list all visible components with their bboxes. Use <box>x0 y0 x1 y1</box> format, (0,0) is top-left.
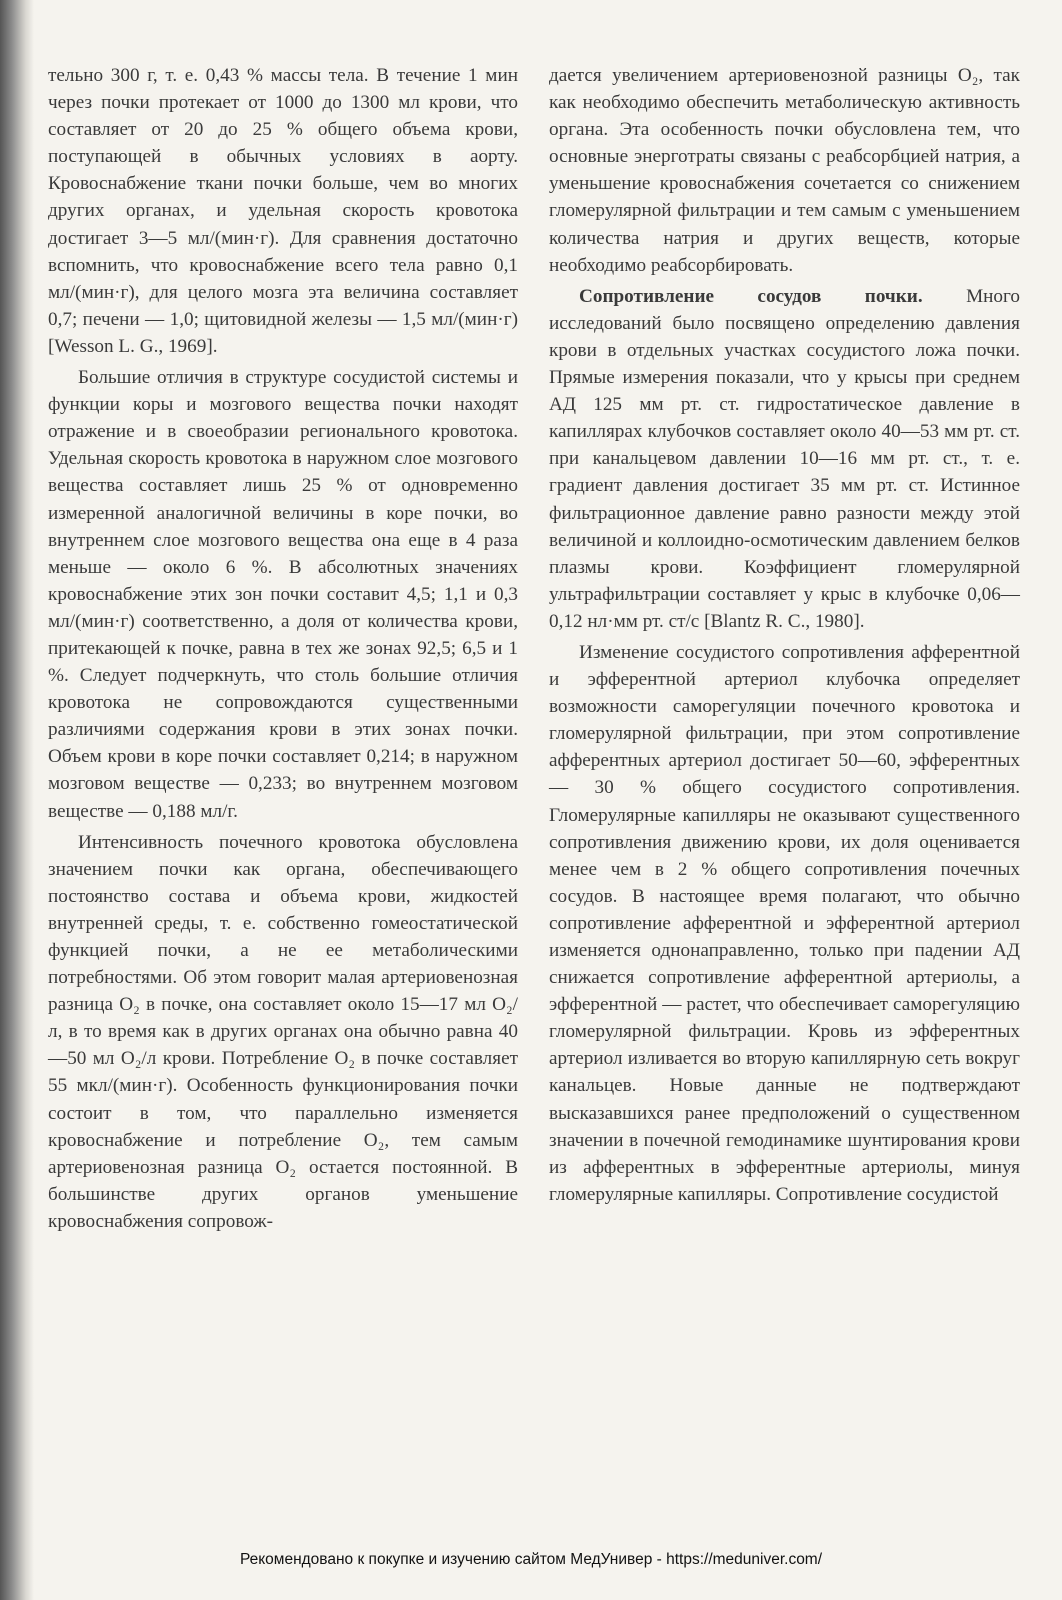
footer-recommendation: Рекомендовано к покупке и изучению сайтом МедУнивер - https://meduniver.com/ <box>239 1551 823 1568</box>
section-paragraph <box>549 283 1020 635</box>
paragraph: Изменение сосудистого сопротивления афферентной и эфферентной артериол клубочка определяет возможности саморегуляции почечного кровотока и гломерулярной фильтрации, при этом сопротивление афферентных артериол достигает 50—60, эфферентных — 30 % общего сосудистого сопротивления. Гломерулярные капилляры не оказывают существенного сопротивления движению крови, их доля оценивается менее чем в 2 % общего сопротивления почечных сосудов. В настоящее время полагают, что обычно сопротивление афферентной и эфферентной артериол изменяется однонаправленно, только при падении АД снижается сопротивление афферентной артериолы, а эфферентной — растет, что обеспечивает саморегуляцию гломерулярной фильтрации. Кровь из эфферентных артериол изливается во вторую капиллярную сеть вокруг канальцев. Новые данные не подтверждают высказавшихся ранее предположений о существенном значении в почечной гемодинамике шунтирования крови из афферентных в эфферентные артериолы, минуя гломерулярные капилляры. Сопротивление сосудистой <box>549 641 1020 1205</box>
paragraph: Интенсивность почечного кровотока обусловлена значением почки как органа, обеспечивающего постоянство состава и объема крови, жидкостей внутренней среды, т. е. собственно гомеостатической функцией почки, а не ее метаболическими потребностями. Об этом говорит малая артериовенозная разница O₂ в почке, она составляет около 15—17 мл O₂/л, в то время как в других органах она обычно равна 40—50 мл O₂/л крови. Потребление O₂ в почке составляет 55 мкл/(мин·г). Особенность функционирования почки состоит в том, что параллельно изменяется кровоснабжение и потребление O₂, тем самым артериовенозная разница O₂ остается постоянной. В большинстве других органов уменьшение кровоснабжения сопровож- <box>48 831 518 1232</box>
section-paragraph-text: Много исследований было посвящено определению давления крови в отдельных участках сосудистого ложа почки. Прямые измерения показали, что у крысы при среднем АД 125 мм рт. ст. гидростатическое давление в капиллярах клубочков составляет около 40—53 мм рт. ст. при канальцевом давлении 10—16 мм рт. ст., т. е. градиент давления достигает 35 мм рт. ст. Истинное фильтрационное давление равно разности между этой величиной и коллоидно-осмотическим давлением белков плазмы крови. Коэффициент гломерулярной ультрафильтрации составляет у крыс в клубочке 0,06—0,12 нл·мм рт. ст/с [Blantz R. C., 1980]. <box>549 285 1020 632</box>
page-binding-shadow <box>0 0 34 1600</box>
paragraph-continued: дается увеличением артериовенозной разницы O₂, так как необходимо обеспечить метаболическую активность органа. Эта особенность почки обусловлена тем, что основные энерготраты связаны с реабсорбцией натрия, а уменьшение кровоснабжения сочетается со снижением гломерулярной фильтрации и тем самым с уменьшением количества натрия и других веществ, которые необходимо реабсорбировать. <box>549 65 1020 276</box>
paragraph-continued: тельно 300 г, т. е. 0,43 % массы тела. В течение 1 мин через почки протекает от 1000 до 1300 мл крови, что составляет от 20 до 25 % общего объема крови, поступающей в обычных условиях в аорту. Кровоснабжение ткани почки больше, чем во многих других органах, и удельная скорость кровотока достигает 3—5 мл/(мин·г). Для сравнения достаточно вспомнить, что кровоснабжение всего тела равно 0,1 мл/(мин·г), для целого мозга эта величина составляет 0,7; печени — 1,0; щитовидной железы — 1,5 мл/(мин·г) [Wesson L. G., 1969]. <box>48 65 518 357</box>
right-text-column <box>549 62 1020 1208</box>
section-heading: Сопротивление сосудов почки. <box>579 285 923 307</box>
left-text-column <box>48 62 518 1235</box>
paragraph: Большие отличия в структуре сосудистой системы и функции коры и мозгового вещества почки находят отражение и в своеобразии регионального кровотока. Удельная скорость кровотока в наружном слое мозгового вещества составляет лишь 25 % от одновременно измеренной аналогичной величины в коре почки, во внутреннем слое мозгового вещества она еще в 4 раза меньше — около 6 %. В абсолютных значениях кровоснабжение этих зон почки составит 4,5; 1,1 и 0,3 мл/(мин·г) соответственно, а доля от количества крови, притекающей к почке, равна в тех же зонах 92,5; 6,5 и 1 %. Следует подчеркнуть, что столь большие отличия кровотока не сопровождаются существенными различиями содержания крови в этих зонах почки. Объем крови в коре почки составляет 0,214; в наружном мозговом веществе — 0,233; во внутреннем мозговом веществе — 0,188 мл/г. <box>48 367 518 822</box>
